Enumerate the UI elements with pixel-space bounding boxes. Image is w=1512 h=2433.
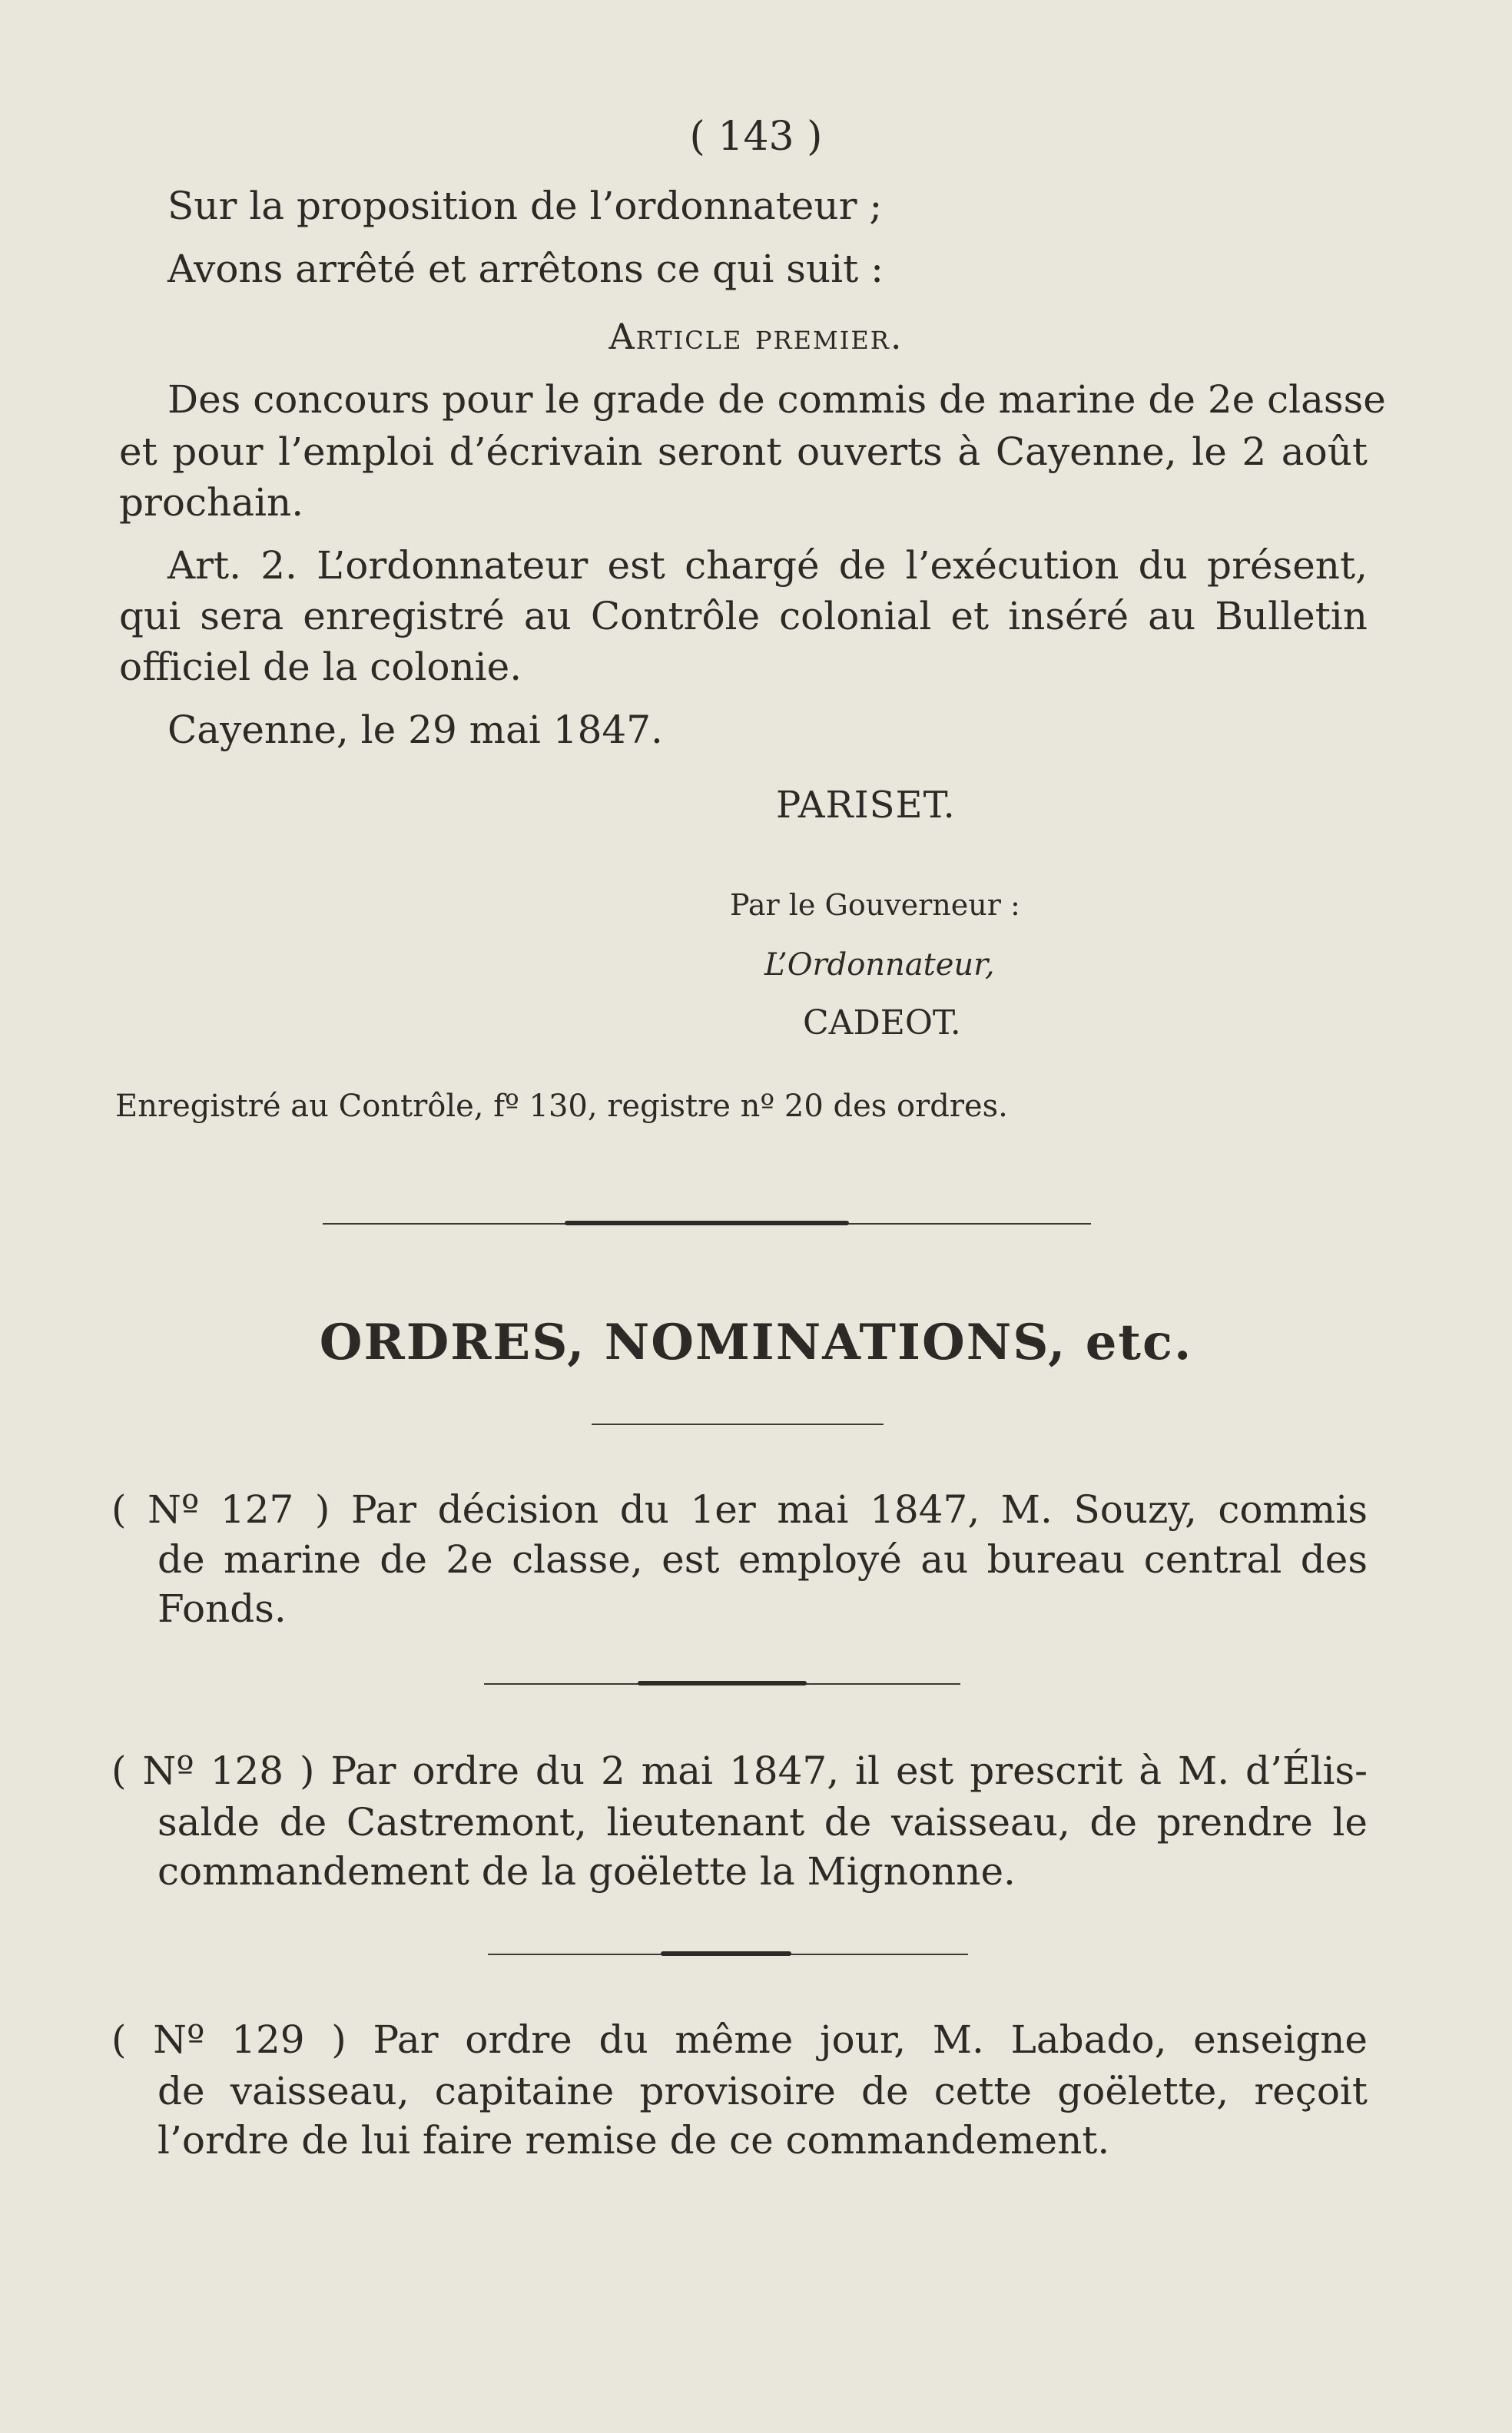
- entry-129-line-1: ( Nº 129 ) Par ordre du même jour, M. Labado, enseigne: [111, 2017, 1368, 2062]
- place-date: Cayenne, le 29 mai 1847.: [167, 708, 663, 752]
- entry-128-line-1: ( Nº 128 ) Par ordre du 2 mai 1847, il est prescrit à M. d’Élis-: [111, 1749, 1368, 1793]
- signature-pariset: PARISET.: [776, 784, 956, 827]
- entry-128-line-3: commandement de la goëlette la Mignonne.: [158, 1849, 1016, 1894]
- separator-ornament: [565, 1221, 849, 1225]
- section-title: ORDRES, NOMINATIONS, etc.: [319, 1314, 1193, 1371]
- decree-line-2: Avons arrêté et arrêtons ce qui suit :: [167, 247, 884, 291]
- entry-128-line-2: salde de Castremont, lieutenant de vaisseau, de prendre le: [158, 1800, 1368, 1845]
- role-ordonnateur: L’Ordonnateur,: [764, 947, 995, 983]
- article-1-line-1: Des concours pour le grade de commis de marine de 2e classe: [167, 377, 1386, 422]
- entry-127-line-1: ( Nº 127 ) Par décision du 1er mai 1847, M. Souzy, commis: [111, 1487, 1368, 1532]
- article-2-line-1: Art. 2. L’ordonnateur est chargé de l’exécution du présent,: [167, 543, 1368, 588]
- article-heading: Article premier.: [608, 316, 904, 357]
- countersign-cadeot: CADEOT.: [803, 1003, 961, 1042]
- entry-129-line-2: de vaisseau, capitaine provisoire de cette goëlette, reçoit: [158, 2069, 1368, 2113]
- entry-127-line-2: de marine de 2e classe, est employé au bureau central des: [158, 1537, 1368, 1582]
- page-number: ( 143 ): [689, 114, 823, 160]
- article-2-line-2: qui sera enregistré au Contrôle colonial et inséré au Bulletin: [119, 594, 1368, 638]
- separator-ornament-3: [661, 1951, 791, 1956]
- separator-ornament-2: [638, 1681, 807, 1686]
- title-underline: [592, 1424, 884, 1425]
- entry-129-line-3: l’ordre de lui faire remise de ce commandement.: [158, 2118, 1110, 2163]
- article-1-line-2: et pour l’emploi d’écrivain seront ouverts à Cayenne, le 2 août: [119, 429, 1368, 474]
- by-governor: Par le Gouverneur :: [730, 888, 1020, 922]
- registration-note: Enregistré au Contrôle, fº 130, registre nº 20 des ordres.: [115, 1089, 1008, 1124]
- article-1-line-3: prochain.: [119, 480, 304, 525]
- article-2-line-3: officiel de la colonie.: [119, 645, 522, 689]
- entry-127-line-3: Fonds.: [158, 1586, 287, 1631]
- decree-line-1: Sur la proposition de l’ordonnateur ;: [167, 184, 883, 228]
